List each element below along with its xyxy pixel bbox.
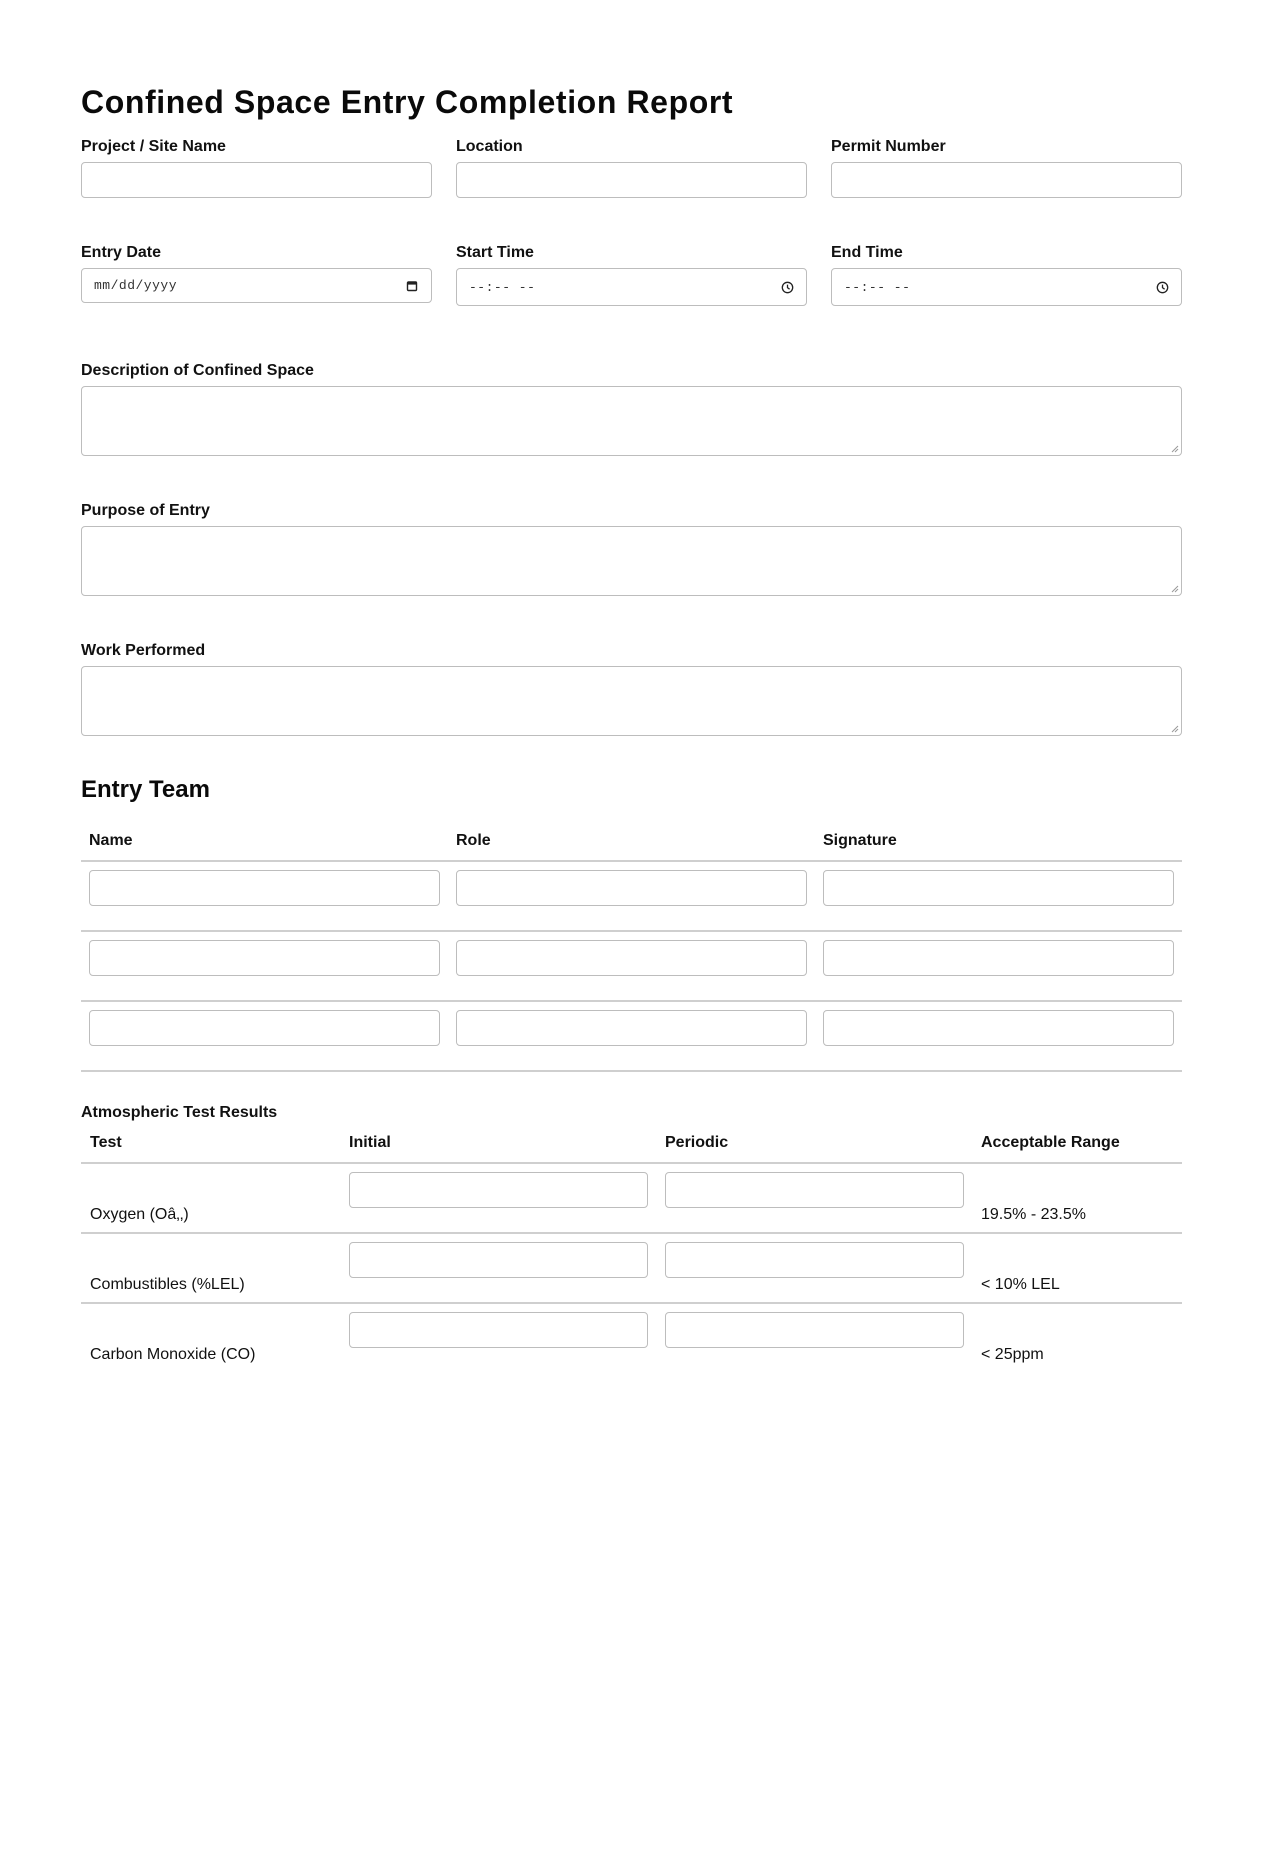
work-performed-field xyxy=(81,642,1182,736)
end-time-label: End Time xyxy=(831,244,903,261)
end-time-field xyxy=(831,244,1182,306)
team-role-input-2[interactable] xyxy=(456,940,807,976)
test-name: Combustibles (%LEL) xyxy=(90,1276,245,1293)
table-row xyxy=(81,1233,1182,1303)
resize-handle-icon[interactable] xyxy=(1171,585,1179,593)
calendar-icon[interactable] xyxy=(405,279,419,293)
column-header-name: Name xyxy=(89,832,133,849)
project-site-name-field xyxy=(81,138,432,198)
clock-icon[interactable] xyxy=(1155,280,1169,294)
combustibles-initial-input[interactable] xyxy=(349,1242,648,1278)
header-fields-row xyxy=(81,138,1182,198)
team-name-input-2[interactable] xyxy=(89,940,440,976)
end-time-placeholder: --:-- -- xyxy=(844,279,911,295)
team-role-input-1[interactable] xyxy=(456,870,807,906)
location-input[interactable] xyxy=(456,162,807,198)
entry-date-placeholder: mm/dd/yyyy xyxy=(94,278,178,293)
column-header-initial: Initial xyxy=(349,1134,391,1151)
table-header-row xyxy=(81,832,1182,861)
location-field xyxy=(456,138,807,198)
atmospheric-caption: Atmospheric Test Results xyxy=(81,1104,278,1121)
description-field xyxy=(81,362,1182,456)
entry-team-table xyxy=(81,832,1182,1072)
table-row xyxy=(81,1303,1182,1372)
start-time-label: Start Time xyxy=(456,244,534,261)
start-time-placeholder: --:-- -- xyxy=(469,279,536,295)
carbon-monoxide-periodic-input[interactable] xyxy=(665,1312,964,1348)
team-signature-input-2[interactable] xyxy=(823,940,1174,976)
acceptable-range: < 25ppm xyxy=(981,1346,1044,1363)
column-header-test: Test xyxy=(90,1134,122,1151)
end-time-input[interactable] xyxy=(831,268,1182,306)
work-performed-textarea[interactable] xyxy=(81,666,1182,736)
team-signature-input-3[interactable] xyxy=(823,1010,1174,1046)
project-site-name-input[interactable] xyxy=(81,162,432,198)
oxygen-initial-input[interactable] xyxy=(349,1172,648,1208)
combustibles-periodic-input[interactable] xyxy=(665,1242,964,1278)
permit-number-label: Permit Number xyxy=(831,138,946,155)
date-time-row xyxy=(81,244,1182,306)
table-header-row xyxy=(81,1134,1182,1163)
test-name: Oxygen (Oâ‚‚) xyxy=(90,1206,189,1223)
entry-date-label: Entry Date xyxy=(81,244,162,261)
permit-number-input[interactable] xyxy=(831,162,1182,198)
resize-handle-icon[interactable] xyxy=(1171,445,1179,453)
page-title: Confined Space Entry Completion Report xyxy=(81,84,734,120)
carbon-monoxide-initial-input[interactable] xyxy=(349,1312,648,1348)
project-site-name-label: Project / Site Name xyxy=(81,138,226,155)
column-header-role: Role xyxy=(456,832,491,849)
description-label: Description of Confined Space xyxy=(81,362,314,379)
entry-date-field xyxy=(81,244,432,306)
purpose-field xyxy=(81,502,1182,596)
work-performed-label: Work Performed xyxy=(81,642,206,659)
table-row xyxy=(81,1001,1182,1071)
entry-team-heading: Entry Team xyxy=(81,776,210,803)
team-signature-input-1[interactable] xyxy=(823,870,1174,906)
test-name: Carbon Monoxide (CO) xyxy=(90,1346,256,1363)
oxygen-periodic-input[interactable] xyxy=(665,1172,964,1208)
table-row xyxy=(81,861,1182,931)
column-header-periodic: Periodic xyxy=(665,1134,729,1151)
table-row xyxy=(81,1163,1182,1233)
column-header-acceptable-range: Acceptable Range xyxy=(981,1134,1120,1151)
start-time-field xyxy=(456,244,807,306)
clock-icon[interactable] xyxy=(780,280,794,294)
column-header-signature: Signature xyxy=(823,832,897,849)
description-textarea[interactable] xyxy=(81,386,1182,456)
resize-handle-icon[interactable] xyxy=(1171,725,1179,733)
table-row xyxy=(81,931,1182,1001)
start-time-input[interactable] xyxy=(456,268,807,306)
team-name-input-3[interactable] xyxy=(89,1010,440,1046)
entry-date-input[interactable] xyxy=(81,268,432,303)
acceptable-range: 19.5% - 23.5% xyxy=(981,1206,1086,1223)
atmospheric-test-table xyxy=(81,1134,1182,1372)
purpose-textarea[interactable] xyxy=(81,526,1182,596)
purpose-label: Purpose of Entry xyxy=(81,502,210,519)
acceptable-range: < 10% LEL xyxy=(981,1276,1060,1293)
location-label: Location xyxy=(456,138,523,155)
permit-number-field xyxy=(831,138,1182,198)
team-role-input-3[interactable] xyxy=(456,1010,807,1046)
team-name-input-1[interactable] xyxy=(89,870,440,906)
